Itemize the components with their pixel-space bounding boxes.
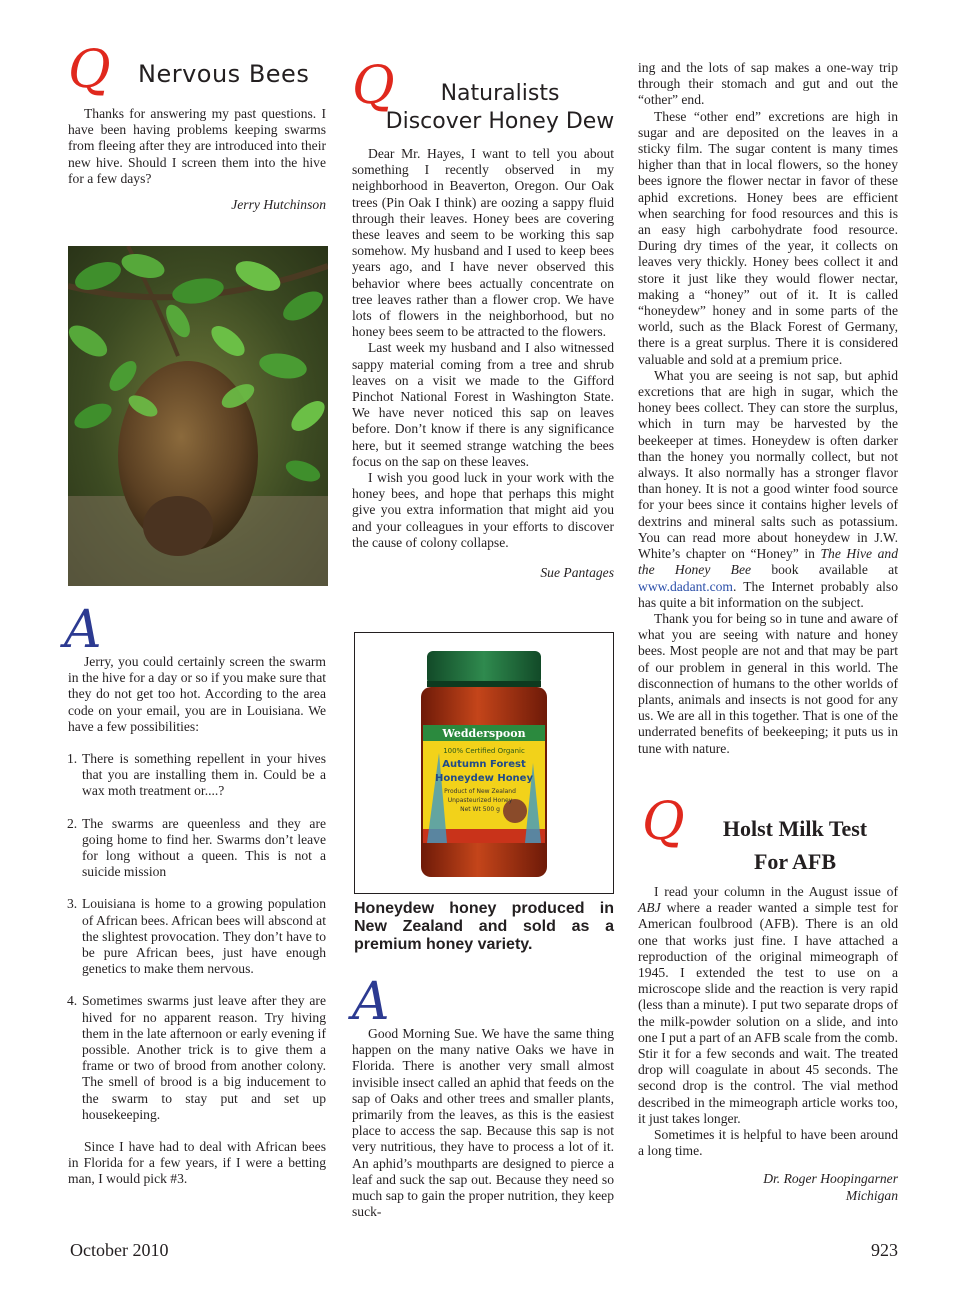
a1-list-item: 1. There is something repellent in your hives that you are installing them in. Could be a wax moth treatment or....? [67, 751, 326, 799]
jar-line2: Honeydew Honey [435, 773, 533, 784]
jar-brand: Wedderspoon [442, 727, 526, 740]
a2-paragraph: Thank you for being so in tune and aware of what you are seeing with nature and honey bees. Most people are not and that may be part of our problem in general in this world. The disconnection of humans to the other worlds of plants, animals and insects is not good for any us. We are all in this together. That is one of the underrated benefits of beekeeping; it puts us in tune with nature. [638, 610, 898, 756]
jar-certified: 100% Certified Organic [443, 747, 525, 755]
swarm-photo [68, 246, 328, 586]
q3-signature-name: Dr. Roger Hoopingarner [763, 1171, 898, 1187]
honey-jar-photo [354, 632, 614, 894]
a2-paragraph: These “other end” excretions are high in sugar and are deposited on the leaves in a sticky film. The sugar content is many times higher than that in local flowers, so the honey bees ignore the flower nectar in favor of these aphid excretions. Honey bees are efficient when searching for food resources and this is an easy high carbohydrate food resource. During dry times of the year, it collects on leaves very thickly. Honey bees collect it and store it just like they would flower nectar, making a “honey” out of it. It is called “honeydew” honey and in some parts of the world, such as the Black Forest of Germany, there is a great surplus. There it is considered valuable and sold at a premium price. [638, 108, 898, 367]
jar-caption: Honeydew honey produced in New Zealand and sold as a premium honey variety. [354, 900, 614, 953]
q-mark-icon: Q [68, 40, 111, 100]
q2-title [380, 80, 620, 136]
jar-weight: Net Wt 500 g [460, 806, 500, 813]
a2-paragraph: Good Morning Sue. We have the same thing happen on the many native Oaks we have in Florida. There is another very small almost invisible insect called an aphid that feeds on the sap of Oaks and other trees and smaller plants, primarily from the leaves, as this is the easiest place to access the sap. Because this sap is not very nutritious, they have to process a lot of it. An aphid’s mouthparts are designed to pierce a leaf and suck the sap out. Because they need so much sap to gain the proper nutrition, they keep suck- [352, 1026, 614, 1220]
q2-paragraph: Dear Mr. Hayes, I want to tell you about something I recently observed in my neighborhood in Beaverton, Oregon. Our Oak trees (Pin Oak I think) are oozing a sappy fluid through their leaves. Honey bees are covering these leaves and seem to be working this sap somehow. My husband and I used to keep bees years ago, and I have never observed this behavior where bees actually concentrate on tree leaves rather than a flower crop. We have lots of flowers in the neighborhood, but no honey bees seem to be attracted to the flowers. [352, 146, 614, 340]
swarm-photo-image [68, 246, 328, 586]
q3-block [638, 884, 898, 1204]
q2-signature: Sue Pantages [540, 565, 614, 581]
page-number: 923 [871, 1240, 898, 1260]
q2-title-line1: Naturalists [440, 81, 560, 106]
a1-closing: Since I have had to deal with African bees in Florida for a few years, if I were a betting man, I would pick #3. [68, 1139, 326, 1187]
q3-title [690, 812, 900, 878]
jar-small1: Product of New Zealand [444, 788, 516, 795]
a1-list-item: 4. Sometimes swarms just leave after they are hived for no apparent reason. Try hiving them in the late afternoon or early evening if possible. Another trick is to give them a frame or two of brood from another colony. The smell of brood is a big inducement to the swarm to stay put and set up housekeeping. [67, 993, 326, 1122]
a1-intro: Jerry, you could certainly screen the swarm in the hive for a day or so if you make sure that they do not get too hot. According to the area code on your email, you are in Louisiana. We have a few possibilities: [68, 654, 326, 734]
abj-abbrev: ABJ [638, 900, 661, 916]
a1-list-item: 2. The swarms are queenless and they are going home to find her. Swarms don’t leave for long without a queen. This is not a suicide mission [67, 815, 326, 880]
q3-paragraph: I read your column in the August issue of ABJ where a reader wanted a simple test for American foulbrood (AFB). There is an old one that works just fine. I have attached a reproduction of the original mimeograph of 1945. I extended the test to use on a microscope slide and the reaction is very rapid (less than a minute). I put two separate drops of the milk-powder solution on a slide, and into one I put a part of an AFB scale from the comb. Stir it for a few seconds and wait. The treated drop will coagulate in about 45 seconds. The second drop is the control. The vial method described in the mimeograph article works too, it just takes longer. [638, 884, 898, 1126]
jar-small2: Unpasteurized Honey [447, 797, 513, 804]
q3-title-line1: Holst Milk Test [722, 816, 868, 841]
q3-title-line2: For AFB [753, 849, 837, 874]
q1-question: Thanks for answering my past questions. I have been having problems keeping swarms from fleeing after they are introduced into their new hive. Should I screen them into the hive for a few days? [68, 106, 326, 186]
q-mark-icon: Q [352, 56, 395, 116]
a2-block-col2 [352, 1026, 614, 1220]
a2-continuation: ing and the lots of sap makes a one-way trip through their stomach and gut and out the “other” end. [638, 60, 898, 108]
a1-list-item: 3. Louisiana is home to a growing population of African bees. African bees will abscond at the slightest provocation. They don’t have to be pure African bees, just have enough genetics to make them nervous. [67, 896, 326, 977]
q1-signature: Jerry Hutchinson [231, 197, 326, 213]
jar-line1: Autumn Forest [442, 759, 526, 770]
q1-block [68, 106, 326, 213]
q-mark-icon: Q [642, 792, 685, 852]
q2-title-line2: Discover Honey Dew [385, 109, 615, 134]
a1-list [68, 751, 326, 1123]
a-mark-icon: A [64, 600, 102, 660]
dadant-link[interactable]: www.dadant.com [638, 578, 734, 594]
q2-paragraph: I wish you good luck in your work with the honey bees, and hope that perhaps this might give you extra information that might aid you and your colleagues in your efforts to discover the cause of colony collapse. [352, 470, 614, 550]
footer-date: October 2010 [70, 1240, 169, 1260]
a-mark-icon: A [352, 972, 390, 1032]
a1-block [68, 654, 326, 1188]
honey-jar-image [355, 633, 613, 893]
q2-block [352, 146, 614, 581]
q2-paragraph: Last week my husband and I also witnessed sappy material coming from a tree and shrub leaves on a visit we made to the Gifford Pinchot National Forest in Washington State. We have never noticed this sap on leaves before. Don’t know if there is any significance here, but it seemed strange watching the bees focus on the sap on these leaves. [352, 340, 614, 469]
q3-paragraph: Sometimes it is helpful to have been around a long time. [638, 1127, 898, 1159]
q1-title: Nervous Bees [138, 60, 310, 88]
q3-signature-place: Michigan [845, 1187, 898, 1203]
a2-paragraph: What you are seeing is not sap, but aphid excretions that are high in sugar, which the honey bees collect. They can store the surplus, which in turn may be harvested by the beekeeper at times. Honeydew is often darker than the honey you normally collect, but not always. It also normally has a stronger flavor than honey. It is not a good winter food source for your bees since it contains higher levels of dextrins and mineral salts such as potassium. You can read more about honeydew in J.W. White’s chapter on “Honey” in The Hive and the Honey Bee book available at www.dadant.com. The Internet probably also has quite a bit information on the subject. [638, 367, 898, 610]
book-title: The Hive and the Honey Bee [638, 546, 898, 578]
a2-block-col3 [638, 60, 898, 757]
